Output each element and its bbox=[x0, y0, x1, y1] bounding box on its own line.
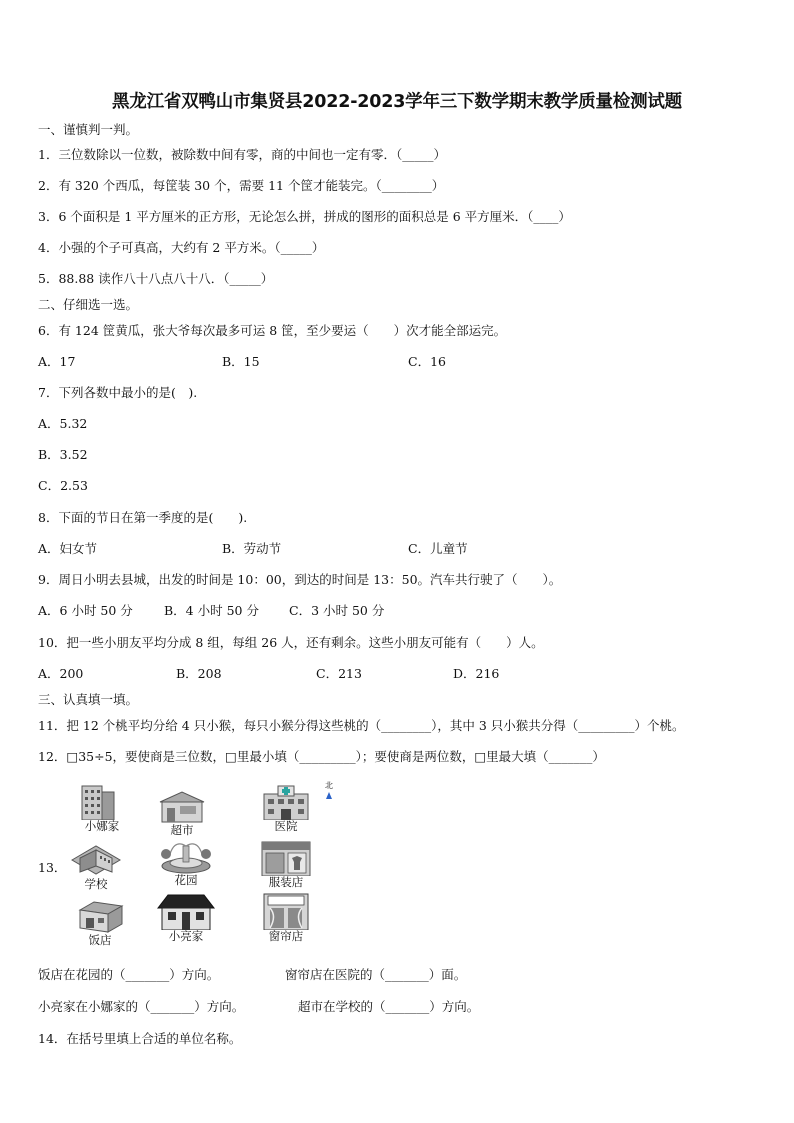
page-title: 黑龙江省双鸭山市集贤县2022-2023学年三下数学期末教学质量检测试题 bbox=[112, 92, 682, 112]
north-indicator bbox=[323, 780, 335, 799]
map-place-supermarket bbox=[152, 786, 212, 837]
question-3: 3．6 个面积是 1 平方厘米的正方形，无论怎么拼，拼成的图形的面积总是 6 平方厘米．（____） bbox=[38, 209, 571, 224]
clothing-store-icon bbox=[256, 838, 316, 876]
map-label: 医院 bbox=[274, 819, 298, 833]
garden-fountain-icon bbox=[156, 836, 216, 874]
q6-option-a: A．17 bbox=[38, 354, 76, 369]
q7-option-b: B．3.52 bbox=[38, 447, 88, 462]
question-14: 14．在括号里填上合适的单位名称。 bbox=[38, 1031, 242, 1046]
question-6: 6．有 124 筐黄瓜，张大爷每次最多可运 8 筐，至少要运（ ）次才能全部运完。 bbox=[38, 323, 507, 338]
q13-blank-xiaoliang-home: 小亮家在小娜家的（_______）方向。 bbox=[38, 999, 245, 1014]
map-place-xiaona-home bbox=[72, 782, 132, 833]
map-label: 服装店 bbox=[268, 875, 304, 889]
question-11: 11．把 12 个桃平均分给 4 只小猴，每只小猴分得这些桃的（________），其中 3 只小猴共分得（_________）个桃。 bbox=[38, 718, 685, 733]
question-10: 10．把一些小朋友平均分成 8 组，每组 26 人，还有剩余。这些小朋友可能有（ ）人。 bbox=[38, 635, 544, 650]
restaurant-icon bbox=[70, 896, 130, 934]
map-label: 超市 bbox=[170, 823, 194, 837]
map-label: 饭店 bbox=[88, 933, 112, 947]
q8-option-a: A．妇女节 bbox=[38, 541, 98, 556]
map-place-restaurant bbox=[70, 896, 130, 947]
section-heading-2: 二、仔细选一选。 bbox=[38, 297, 139, 312]
q10-option-a: A．200 bbox=[38, 666, 84, 681]
map-label: 花园 bbox=[174, 873, 198, 887]
question-12: 12．□35÷5，要使商是三位数，□里最小填（_________）；要使商是两位数，□里最大填（_______） bbox=[38, 749, 605, 764]
question-8: 8．下面的节日在第一季度的是( ). bbox=[38, 510, 248, 525]
house-icon bbox=[156, 892, 216, 930]
north-arrow-icon bbox=[326, 792, 332, 799]
q10-option-d: D．216 bbox=[453, 666, 500, 681]
question-7: 7．下列各数中最小的是( ). bbox=[38, 385, 198, 400]
q13-blank-restaurant: 饭店在花园的（_______）方向。 bbox=[38, 967, 220, 982]
supermarket-icon bbox=[152, 786, 212, 824]
map-place-curtain-store bbox=[256, 892, 316, 943]
map-label: 小娜家 bbox=[84, 819, 120, 833]
question-13-number: 13． bbox=[38, 860, 67, 875]
q13-blank-curtain-store: 窗帘店在医院的（_______）面。 bbox=[285, 967, 467, 982]
q13-blank-supermarket: 超市在学校的（_______）方向。 bbox=[298, 999, 480, 1014]
q7-option-a: A．5.32 bbox=[38, 416, 88, 431]
question-5: 5．88.88 读作八十八点八十八．（_____） bbox=[38, 271, 274, 286]
map-label: 窗帘店 bbox=[268, 929, 304, 943]
section-heading-3: 三、认真填一填。 bbox=[38, 692, 139, 707]
q7-option-c: C．2.53 bbox=[38, 478, 88, 493]
school-icon bbox=[66, 840, 126, 878]
section-heading-1: 一、谨慎判一判。 bbox=[38, 122, 139, 137]
question-1: 1．三位数除以一位数，被除数中间有零，商的中间也一定有零．（_____） bbox=[38, 147, 446, 162]
map-place-school bbox=[66, 840, 126, 891]
map-place-garden bbox=[156, 836, 216, 887]
map-label: 学校 bbox=[84, 877, 108, 891]
hospital-icon bbox=[256, 782, 316, 820]
q6-option-b: B．15 bbox=[222, 354, 260, 369]
q9-option-c: C．3 小时 50 分 bbox=[289, 603, 385, 618]
map-label: 小亮家 bbox=[168, 929, 204, 943]
q10-option-b: B．208 bbox=[176, 666, 222, 681]
map-place-clothing-store bbox=[256, 838, 316, 889]
north-label: 北 bbox=[325, 781, 333, 790]
q6-option-c: C．16 bbox=[408, 354, 446, 369]
q8-option-b: B．劳动节 bbox=[222, 541, 282, 556]
q9-option-a: A．6 小时 50 分 bbox=[38, 603, 133, 618]
q8-option-c: C．儿童节 bbox=[408, 541, 468, 556]
building-icon bbox=[72, 782, 132, 820]
map-place-hospital bbox=[256, 782, 316, 833]
question-2: 2．有 320 个西瓜，每筐装 30 个，需要 11 个筐才能装完。（________） bbox=[38, 178, 445, 193]
q9-option-b: B．4 小时 50 分 bbox=[164, 603, 259, 618]
question-9: 9．周日小明去县城，出发的时间是 10：00，到达的时间是 13：50。汽车共行驶了（ ）。 bbox=[38, 572, 562, 587]
map-place-xiaoliang-home bbox=[156, 892, 216, 943]
q10-option-c: C．213 bbox=[316, 666, 362, 681]
curtain-store-icon bbox=[256, 892, 316, 930]
question-4: 4．小强的个子可真高，大约有 2 平方米。（_____） bbox=[38, 240, 325, 255]
